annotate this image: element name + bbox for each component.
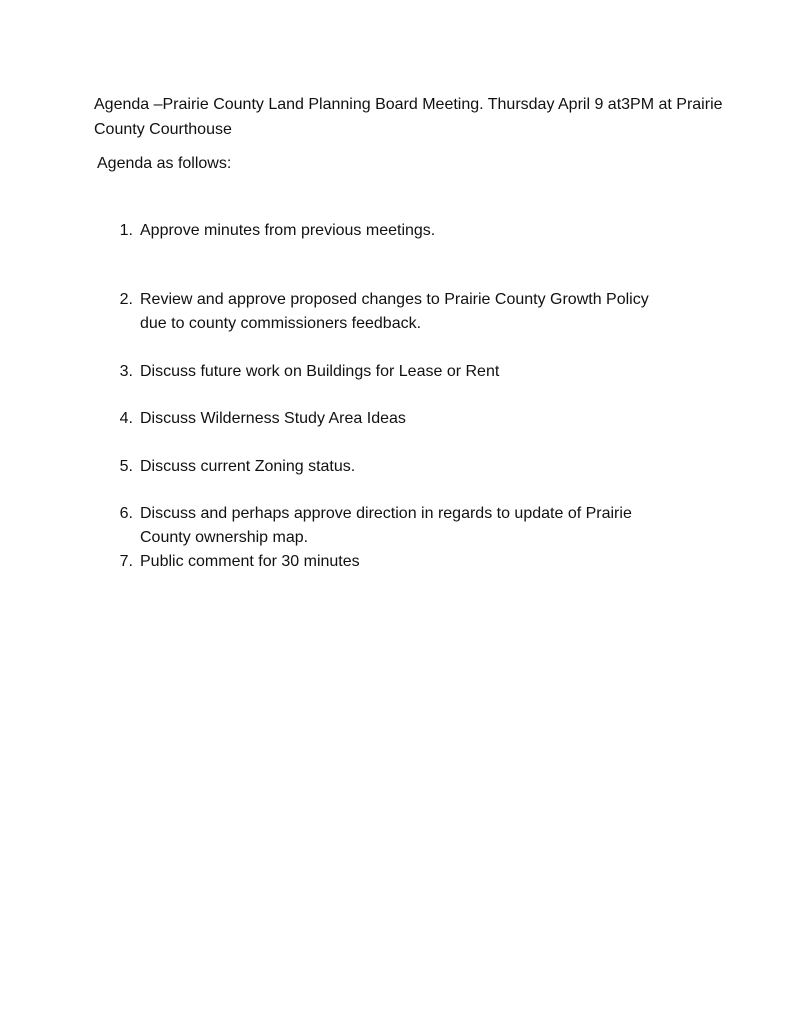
agenda-item-4 bbox=[113, 407, 693, 431]
agenda-item-number: 5. bbox=[119, 458, 133, 475]
agenda-title: Agenda –Prairie County Land Planning Board Meeting. Thursday April 9 at3PM at Prairie County Courthouse bbox=[94, 96, 723, 138]
agenda-item-text: Review and approve proposed changes to Prairie County Growth Policy due to county commissioners feedback. bbox=[140, 291, 649, 332]
agenda-item-number: 2. bbox=[119, 291, 133, 308]
agenda-item-text: Public comment for 30 minutes bbox=[140, 553, 360, 570]
agenda-item-3 bbox=[113, 360, 693, 384]
agenda-item-6 bbox=[113, 502, 658, 550]
agenda-item-2 bbox=[113, 288, 658, 336]
agenda-item-text: Discuss future work on Buildings for Lease or Rent bbox=[140, 363, 500, 380]
agenda-item-number: 4. bbox=[119, 410, 133, 427]
agenda-intro: Agenda as follows: bbox=[97, 155, 232, 172]
agenda-item-text: Discuss current Zoning status. bbox=[140, 458, 356, 475]
agenda-item-number: 3. bbox=[119, 363, 133, 380]
agenda-item-5 bbox=[113, 455, 693, 479]
agenda-item-1 bbox=[113, 219, 693, 243]
agenda-item-text: Discuss and perhaps approve direction in regards to update of Prairie County ownership map. bbox=[140, 505, 632, 546]
agenda-item-7 bbox=[113, 550, 693, 574]
agenda-item-text: Discuss Wilderness Study Area Ideas bbox=[140, 410, 406, 427]
agenda-item-text: Approve minutes from previous meetings. bbox=[140, 222, 436, 239]
agenda-item-number: 7. bbox=[119, 553, 133, 570]
agenda-item-number: 1. bbox=[119, 222, 133, 239]
agenda-item-number: 6. bbox=[119, 505, 133, 522]
